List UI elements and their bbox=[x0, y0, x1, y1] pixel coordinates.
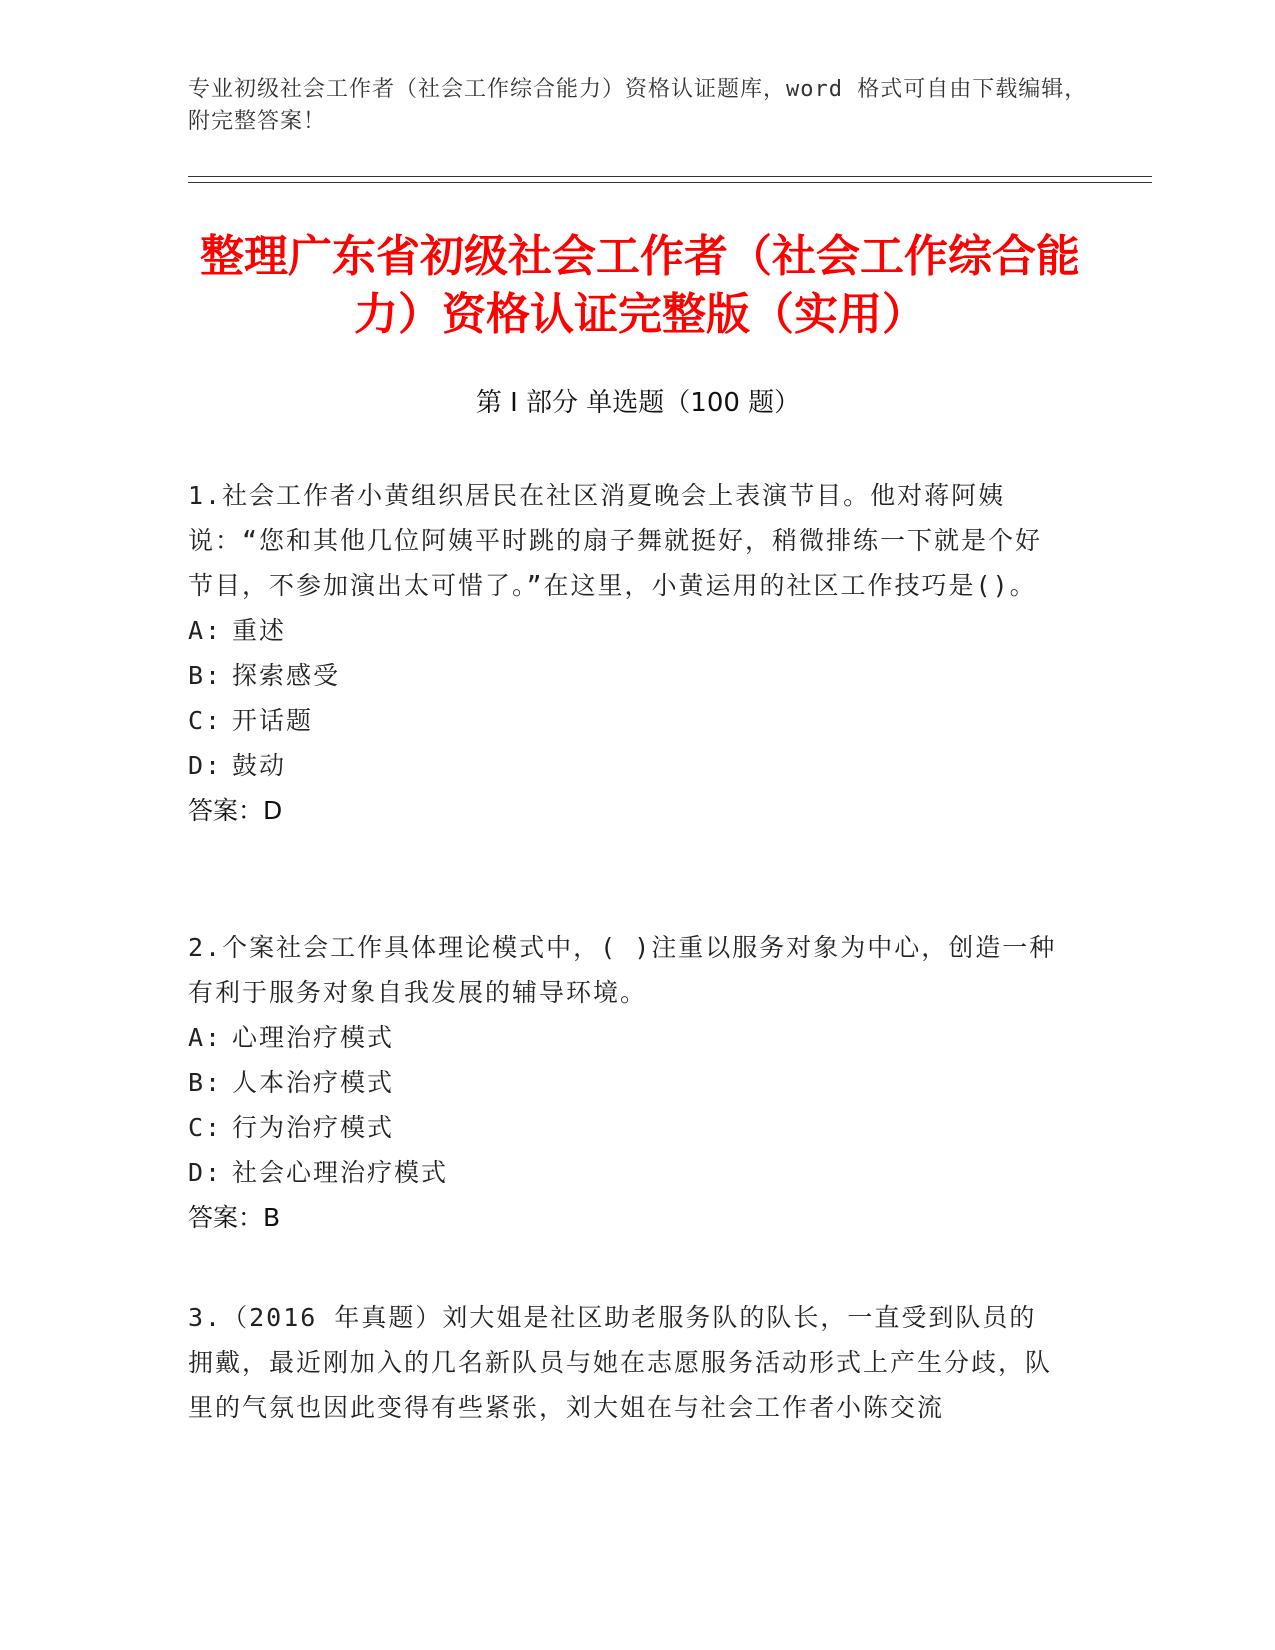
question-option-a bbox=[188, 1015, 1058, 1060]
header-rule-top bbox=[188, 176, 1152, 177]
question-stem: 1.社会工作者小黄组织居民在社区消夏晚会上表演节目。他对蒋阿姨说：“您和其他几位阿姨平时跳的扇子舞就挺好，稍微排练一下就是个好节目，不参加演出太可惜了。”在这里，小黄运用的社区工作技巧是()。 bbox=[188, 481, 1043, 600]
option-text: 心理治疗模式 bbox=[232, 1023, 395, 1052]
option-text: 人本治疗模式 bbox=[232, 1068, 395, 1097]
question-stem: 2.个案社会工作具体理论模式中，( )注重以服务对象为中心，创造一种有利于服务对象自我发展的辅导环境。 bbox=[188, 933, 1057, 1007]
option-key: A: bbox=[188, 616, 223, 645]
option-key: C: bbox=[188, 706, 223, 735]
option-key: A: bbox=[188, 1023, 223, 1052]
question-answer: 答案：B bbox=[188, 1203, 281, 1232]
question-option-d bbox=[188, 743, 1058, 788]
question-option-d bbox=[188, 1150, 1058, 1195]
option-text: 探索感受 bbox=[232, 661, 341, 690]
question-option-b bbox=[188, 653, 1058, 698]
question-option-b bbox=[188, 1060, 1058, 1105]
option-key: C: bbox=[188, 1113, 223, 1142]
question-answer: 答案：D bbox=[188, 796, 283, 825]
header-note: 专业初级社会工作者（社会工作综合能力）资格认证题库，word 格式可自由下载编辑，附完整答案！ bbox=[188, 77, 1088, 134]
header-rule-bottom bbox=[188, 182, 1152, 183]
option-key: D: bbox=[188, 751, 223, 780]
option-text: 社会心理治疗模式 bbox=[232, 1158, 449, 1187]
document-title: 整理广东省初级社会工作者（社会工作综合能力）资格认证完整版（实用） bbox=[200, 231, 1080, 340]
question-stem: 3.（2016 年真题）刘大姐是社区助老服务队的队长，一直受到队员的拥戴，最近刚加入的几名新队员与她在志愿服务活动形式上产生分歧，队里的气氛也因此变得有些紧张，刘大姐在与社会工作者小陈交流 bbox=[188, 1303, 1053, 1422]
option-text: 开话题 bbox=[232, 706, 314, 735]
question-option-c bbox=[188, 698, 1058, 743]
option-text: 重述 bbox=[232, 616, 287, 645]
option-text: 行为治疗模式 bbox=[232, 1113, 395, 1142]
question-2 bbox=[188, 925, 1058, 1240]
option-text: 鼓动 bbox=[232, 751, 287, 780]
section-heading: 第 I 部分 单选题（100 题） bbox=[475, 388, 801, 418]
option-key: B: bbox=[188, 661, 223, 690]
question-1 bbox=[188, 473, 1058, 833]
question-option-a bbox=[188, 608, 1058, 653]
question-option-c bbox=[188, 1105, 1058, 1150]
option-key: B: bbox=[188, 1068, 223, 1097]
option-key: D: bbox=[188, 1158, 223, 1187]
question-3 bbox=[188, 1295, 1058, 1430]
